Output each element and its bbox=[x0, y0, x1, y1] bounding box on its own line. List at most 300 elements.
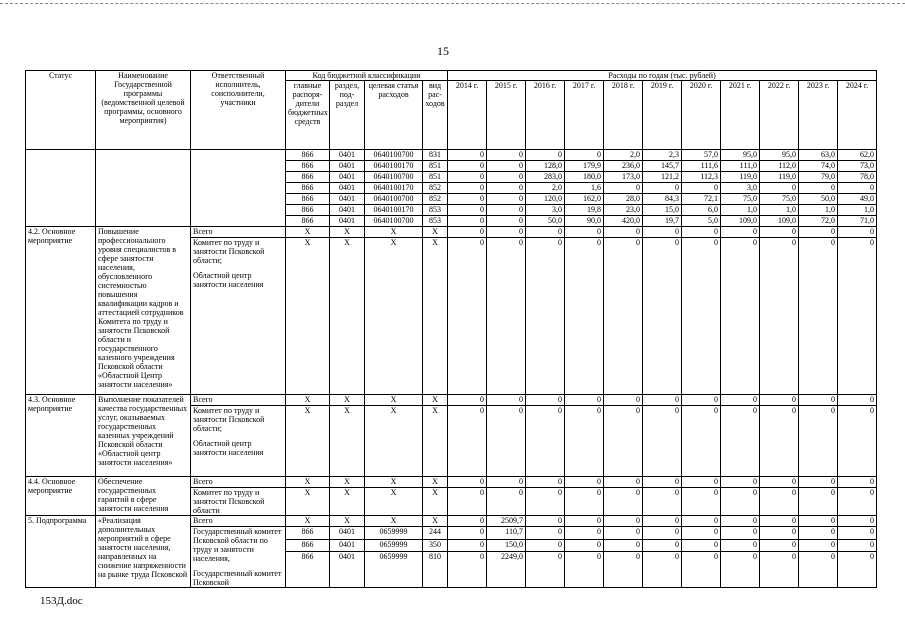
amount-cell: 0 bbox=[448, 395, 487, 406]
page-top-edge bbox=[0, 3, 905, 4]
amount-cell: 0 bbox=[526, 406, 565, 477]
code-cell: 0401 bbox=[330, 150, 365, 161]
code-cell: X bbox=[330, 395, 365, 406]
amount-cell: 0 bbox=[565, 227, 604, 238]
amount-cell: 0 bbox=[448, 205, 487, 216]
amount-cell: 0 bbox=[682, 227, 721, 238]
code-cell: 0640100170 bbox=[365, 183, 423, 194]
amount-cell: 2249,0 bbox=[487, 552, 526, 588]
code-cell: 0640100700 bbox=[365, 194, 423, 205]
amount-cell: 0 bbox=[838, 552, 877, 588]
code-cell: 866 bbox=[286, 194, 330, 205]
executor-text: Комитет по труду и занятости Псковской области; bbox=[193, 406, 265, 433]
executor-text-2: Областной центр занятости населения bbox=[193, 439, 264, 457]
amount-cell: 111,6 bbox=[682, 161, 721, 172]
amount-cell: 0 bbox=[682, 516, 721, 527]
code-cell: 0640100170 bbox=[365, 161, 423, 172]
executor-text: Всего bbox=[193, 227, 213, 236]
amount-cell: 0 bbox=[721, 527, 760, 540]
amount-cell: 0 bbox=[565, 150, 604, 161]
code-cell: 866 bbox=[286, 539, 330, 552]
executor-text-2: Государственный комитет Псковской bbox=[193, 569, 282, 587]
amount-cell: 0 bbox=[487, 406, 526, 477]
code-cell: X bbox=[365, 488, 423, 516]
amount-cell: 236,0 bbox=[604, 161, 643, 172]
code-cell: 0640100700 bbox=[365, 172, 423, 183]
code-cell: 0640100700 bbox=[365, 216, 423, 227]
amount-cell: 0 bbox=[760, 395, 799, 406]
amount-cell: 0 bbox=[838, 488, 877, 516]
amount-cell: 0 bbox=[487, 477, 526, 488]
amount-cell: 1,0 bbox=[721, 205, 760, 216]
page-number: 15 bbox=[437, 44, 449, 58]
amount-cell: 0 bbox=[682, 238, 721, 395]
amount-cell: 0 bbox=[604, 516, 643, 527]
amount-cell: 90,0 bbox=[565, 216, 604, 227]
amount-cell: 0 bbox=[838, 238, 877, 395]
header-executor: Ответственный исполнитель, соисполнители, участники bbox=[191, 71, 286, 150]
amount-cell: 0 bbox=[487, 227, 526, 238]
code-cell: 0659999 bbox=[365, 527, 423, 540]
code-cell: X bbox=[365, 516, 423, 527]
amount-cell: 0 bbox=[526, 477, 565, 488]
amount-cell: 0 bbox=[526, 552, 565, 588]
code-cell: X bbox=[330, 227, 365, 238]
amount-cell: 0 bbox=[526, 488, 565, 516]
amount-cell: 0 bbox=[565, 539, 604, 552]
amount-cell: 0 bbox=[838, 539, 877, 552]
amount-cell: 73,0 bbox=[838, 161, 877, 172]
executor-text: Комитет по труду и занятости Псковской области bbox=[193, 488, 265, 515]
amount-cell: 0 bbox=[838, 406, 877, 477]
amount-cell: 0 bbox=[643, 395, 682, 406]
code-cell: X bbox=[365, 406, 423, 477]
amount-cell: 0 bbox=[604, 406, 643, 477]
amount-cell: 75,0 bbox=[760, 194, 799, 205]
header-budget-code: Код бюджетной классификации bbox=[286, 71, 448, 81]
code-cell: 852 bbox=[423, 183, 448, 194]
amount-cell: 0 bbox=[799, 552, 838, 588]
amount-cell: 0 bbox=[448, 216, 487, 227]
amount-cell: 0 bbox=[721, 238, 760, 395]
code-cell: X bbox=[330, 516, 365, 527]
amount-cell: 0 bbox=[838, 183, 877, 194]
header-status: Статус bbox=[26, 71, 96, 150]
header-year: 2016 г. bbox=[526, 81, 565, 150]
amount-cell: 162,0 bbox=[565, 194, 604, 205]
code-cell: 866 bbox=[286, 205, 330, 216]
amount-cell: 2,3 bbox=[643, 150, 682, 161]
amount-cell: 0 bbox=[565, 406, 604, 477]
amount-cell: 0 bbox=[604, 183, 643, 194]
amount-cell: 78,0 bbox=[838, 172, 877, 183]
amount-cell: 119,0 bbox=[721, 172, 760, 183]
executor-cell bbox=[191, 477, 286, 488]
amount-cell: 0 bbox=[487, 172, 526, 183]
executor-cell bbox=[191, 488, 286, 516]
executor-text: Государственный комитет Псковской области по труду и занятости населения, bbox=[193, 527, 282, 563]
amount-cell: 0 bbox=[760, 527, 799, 540]
amount-cell: 0 bbox=[604, 238, 643, 395]
amount-cell: 75,0 bbox=[721, 194, 760, 205]
code-cell: X bbox=[423, 516, 448, 527]
amount-cell: 0 bbox=[604, 395, 643, 406]
code-cell: X bbox=[423, 488, 448, 516]
amount-cell: 50,0 bbox=[526, 216, 565, 227]
header-year: 2015 г. bbox=[487, 81, 526, 150]
amount-cell: 0 bbox=[799, 488, 838, 516]
code-cell: X bbox=[330, 238, 365, 395]
code-cell: X bbox=[423, 395, 448, 406]
amount-cell: 145,7 bbox=[643, 161, 682, 172]
amount-cell: 0 bbox=[643, 539, 682, 552]
code-cell: X bbox=[423, 227, 448, 238]
amount-cell: 0 bbox=[760, 552, 799, 588]
amount-cell: 0 bbox=[799, 516, 838, 527]
code-cell: 866 bbox=[286, 172, 330, 183]
amount-cell: 0 bbox=[448, 406, 487, 477]
amount-cell: 0 bbox=[526, 150, 565, 161]
code-cell: 866 bbox=[286, 552, 330, 588]
amount-cell: 0 bbox=[487, 216, 526, 227]
amount-cell: 0 bbox=[838, 227, 877, 238]
code-cell: X bbox=[330, 406, 365, 477]
code-cell: X bbox=[365, 238, 423, 395]
header-code-article: целевая статья расходов bbox=[365, 81, 423, 150]
code-cell: X bbox=[423, 238, 448, 395]
amount-cell: 0 bbox=[487, 488, 526, 516]
amount-cell: 283,0 bbox=[526, 172, 565, 183]
amount-cell: 121,2 bbox=[643, 172, 682, 183]
amount-cell: 1,0 bbox=[838, 205, 877, 216]
amount-cell: 0 bbox=[565, 516, 604, 527]
amount-cell: 0 bbox=[799, 395, 838, 406]
amount-cell: 0 bbox=[526, 539, 565, 552]
amount-cell: 15,0 bbox=[643, 205, 682, 216]
code-cell: 853 bbox=[423, 205, 448, 216]
executor-cell bbox=[191, 406, 286, 477]
amount-cell: 0 bbox=[526, 238, 565, 395]
amount-cell: 0 bbox=[838, 395, 877, 406]
amount-cell: 62,0 bbox=[838, 150, 877, 161]
code-cell: X bbox=[286, 488, 330, 516]
continuation-name-cell bbox=[96, 150, 191, 227]
amount-cell: 0 bbox=[526, 395, 565, 406]
amount-cell: 109,0 bbox=[760, 216, 799, 227]
code-cell: 0401 bbox=[330, 194, 365, 205]
code-cell: X bbox=[286, 406, 330, 477]
amount-cell: 0 bbox=[760, 539, 799, 552]
amount-cell: 0 bbox=[565, 488, 604, 516]
amount-cell: 2,0 bbox=[604, 150, 643, 161]
executor-text: Комитет по труду и занятости Псковской области; bbox=[193, 238, 265, 265]
amount-cell: 0 bbox=[643, 406, 682, 477]
amount-cell: 2509,7 bbox=[487, 516, 526, 527]
amount-cell: 5,0 bbox=[682, 216, 721, 227]
amount-cell: 0 bbox=[448, 477, 487, 488]
code-cell: X bbox=[330, 488, 365, 516]
code-cell: 866 bbox=[286, 527, 330, 540]
code-cell: X bbox=[365, 477, 423, 488]
code-cell: 810 bbox=[423, 552, 448, 588]
amount-cell: 0 bbox=[682, 406, 721, 477]
amount-cell: 111,0 bbox=[721, 161, 760, 172]
amount-cell: 0 bbox=[604, 539, 643, 552]
code-cell: 350 bbox=[423, 539, 448, 552]
amount-cell: 0 bbox=[643, 477, 682, 488]
amount-cell: 0 bbox=[799, 477, 838, 488]
amount-cell: 0 bbox=[448, 150, 487, 161]
amount-cell: 0 bbox=[448, 227, 487, 238]
amount-cell: 0 bbox=[448, 527, 487, 540]
code-cell: 0640100170 bbox=[365, 205, 423, 216]
amount-cell: 0 bbox=[565, 552, 604, 588]
amount-cell: 0 bbox=[643, 227, 682, 238]
code-cell: X bbox=[286, 516, 330, 527]
code-cell: 0659999 bbox=[365, 539, 423, 552]
amount-cell: 0 bbox=[682, 183, 721, 194]
amount-cell: 84,3 bbox=[643, 194, 682, 205]
amount-cell: 110,7 bbox=[487, 527, 526, 540]
header-code-grbs: главные распоря-дители бюджетных средств bbox=[286, 81, 330, 150]
executor-cell bbox=[191, 238, 286, 395]
amount-cell: 112,3 bbox=[682, 172, 721, 183]
amount-cell: 0 bbox=[682, 527, 721, 540]
amount-cell: 0 bbox=[448, 172, 487, 183]
amount-cell: 0 bbox=[760, 488, 799, 516]
amount-cell: 0 bbox=[682, 488, 721, 516]
table-row bbox=[26, 395, 877, 406]
executor-text-2: Областной центр занятости населения bbox=[193, 271, 264, 289]
amount-cell: 0 bbox=[448, 516, 487, 527]
code-cell: 866 bbox=[286, 161, 330, 172]
amount-cell: 0 bbox=[487, 395, 526, 406]
amount-cell: 0 bbox=[604, 488, 643, 516]
amount-cell: 0 bbox=[760, 477, 799, 488]
code-cell: 0401 bbox=[330, 172, 365, 183]
amount-cell: 0 bbox=[682, 395, 721, 406]
code-cell: 866 bbox=[286, 183, 330, 194]
amount-cell: 0 bbox=[760, 238, 799, 395]
amount-cell: 0 bbox=[487, 205, 526, 216]
code-cell: 851 bbox=[423, 161, 448, 172]
amount-cell: 6,0 bbox=[682, 205, 721, 216]
code-cell: X bbox=[423, 477, 448, 488]
amount-cell: 0 bbox=[487, 183, 526, 194]
code-cell: 0401 bbox=[330, 183, 365, 194]
amount-cell: 0 bbox=[799, 227, 838, 238]
amount-cell: 79,0 bbox=[799, 172, 838, 183]
amount-cell: 0 bbox=[643, 527, 682, 540]
subprogram-name: «Реализация дополнительных мероприятий в сфере занятости населения, направленных на снижение напряженности на рынке труда Псковской bbox=[96, 516, 191, 588]
code-cell: 0640100700 bbox=[365, 150, 423, 161]
amount-cell: 95,0 bbox=[721, 150, 760, 161]
executor-text: Всего bbox=[193, 395, 213, 404]
amount-cell: 0 bbox=[643, 183, 682, 194]
executor-cell bbox=[191, 527, 286, 588]
amount-cell: 0 bbox=[721, 395, 760, 406]
amount-cell: 0 bbox=[604, 552, 643, 588]
table-row bbox=[26, 516, 877, 527]
amount-cell: 0 bbox=[721, 227, 760, 238]
amount-cell: 0 bbox=[838, 477, 877, 488]
executor-cell bbox=[191, 395, 286, 406]
amount-cell: 0 bbox=[448, 161, 487, 172]
amount-cell: 57,0 bbox=[682, 150, 721, 161]
code-cell: 831 bbox=[423, 150, 448, 161]
header-year: 2014 г. bbox=[448, 81, 487, 150]
code-cell: 0659999 bbox=[365, 552, 423, 588]
amount-cell: 128,0 bbox=[526, 161, 565, 172]
amount-cell: 1,0 bbox=[760, 205, 799, 216]
code-cell: 0401 bbox=[330, 552, 365, 588]
amount-cell: 0 bbox=[682, 539, 721, 552]
amount-cell: 49,0 bbox=[838, 194, 877, 205]
header-name: Наименование Государственной программы (ведомственной целевой программы, основного мероприятия) bbox=[96, 71, 191, 150]
code-cell: 866 bbox=[286, 216, 330, 227]
amount-cell: 1,6 bbox=[565, 183, 604, 194]
code-cell: 244 bbox=[423, 527, 448, 540]
amount-cell: 0 bbox=[682, 477, 721, 488]
code-cell: X bbox=[286, 238, 330, 395]
amount-cell: 112,0 bbox=[760, 161, 799, 172]
header-year: 2019 г. bbox=[643, 81, 682, 150]
amount-cell: 0 bbox=[799, 539, 838, 552]
amount-cell: 0 bbox=[448, 539, 487, 552]
subprogram-status: 5. Подпрограмма bbox=[26, 516, 96, 588]
code-cell: X bbox=[423, 406, 448, 477]
section-status: 4.2. Основное мероприятие bbox=[26, 227, 96, 395]
amount-cell: 179,9 bbox=[565, 161, 604, 172]
table-row bbox=[26, 477, 877, 488]
amount-cell: 63,0 bbox=[799, 150, 838, 161]
amount-cell: 0 bbox=[799, 238, 838, 395]
amount-cell: 0 bbox=[721, 539, 760, 552]
amount-cell: 0 bbox=[448, 552, 487, 588]
amount-cell: 0 bbox=[565, 395, 604, 406]
amount-cell: 0 bbox=[799, 406, 838, 477]
amount-cell: 0 bbox=[799, 183, 838, 194]
code-cell: 0401 bbox=[330, 539, 365, 552]
code-cell: X bbox=[286, 477, 330, 488]
amount-cell: 0 bbox=[604, 477, 643, 488]
amount-cell: 0 bbox=[643, 238, 682, 395]
amount-cell: 0 bbox=[487, 161, 526, 172]
amount-cell: 0 bbox=[799, 527, 838, 540]
amount-cell: 0 bbox=[760, 183, 799, 194]
amount-cell: 0 bbox=[721, 516, 760, 527]
amount-cell: 0 bbox=[448, 194, 487, 205]
amount-cell: 19,7 bbox=[643, 216, 682, 227]
amount-cell: 0 bbox=[565, 477, 604, 488]
amount-cell: 0 bbox=[448, 488, 487, 516]
code-cell: X bbox=[330, 477, 365, 488]
amount-cell: 3,0 bbox=[721, 183, 760, 194]
header-expenses: Расходы по годам (тыс. рублей) bbox=[448, 71, 877, 81]
amount-cell: 150,0 bbox=[487, 539, 526, 552]
amount-cell: 119,0 bbox=[760, 172, 799, 183]
amount-cell: 3,0 bbox=[526, 205, 565, 216]
amount-cell: 0 bbox=[565, 238, 604, 395]
continuation-executor-cell bbox=[191, 150, 286, 227]
amount-cell: 0 bbox=[760, 516, 799, 527]
header-year: 2017 г. bbox=[565, 81, 604, 150]
amount-cell: 0 bbox=[604, 227, 643, 238]
amount-cell: 72,1 bbox=[682, 194, 721, 205]
amount-cell: 180,0 bbox=[565, 172, 604, 183]
continuation-status-cell bbox=[26, 150, 96, 227]
code-cell: X bbox=[286, 395, 330, 406]
amount-cell: 0 bbox=[487, 150, 526, 161]
section-name: Выполнение показателей качества государственных услуг, оказываемых государственных казенных учреждений Псковской области «Областной центр занятости населения» bbox=[96, 395, 191, 477]
header-year: 2020 г. bbox=[682, 81, 721, 150]
amount-cell: 72,0 bbox=[799, 216, 838, 227]
amount-cell: 0 bbox=[760, 227, 799, 238]
amount-cell: 0 bbox=[604, 527, 643, 540]
amount-cell: 0 bbox=[721, 477, 760, 488]
amount-cell: 120,0 bbox=[526, 194, 565, 205]
code-cell: X bbox=[365, 227, 423, 238]
header-code-section: раздел, под-раздел bbox=[330, 81, 365, 150]
code-cell: 0401 bbox=[330, 216, 365, 227]
table-row bbox=[26, 227, 877, 238]
code-cell: 852 bbox=[423, 194, 448, 205]
header-year: 2024 г. bbox=[838, 81, 877, 150]
code-cell: X bbox=[365, 395, 423, 406]
executor-total: Всего bbox=[191, 516, 286, 527]
amount-cell: 0 bbox=[721, 406, 760, 477]
section-name: Повышение профессионального уровня специалистов в сфере занятости населения, обусловленного системностью повышения квалификации кадров и аттестацией сотрудников Комитета по труду и занятости Псковской области и государственного казенного учреждения Псковской области «Областной Центр занятости населения» bbox=[96, 227, 191, 395]
amount-cell: 50,0 bbox=[799, 194, 838, 205]
section-status: 4.3. Основное мероприятие bbox=[26, 395, 96, 477]
amount-cell: 2,0 bbox=[526, 183, 565, 194]
amount-cell: 0 bbox=[448, 238, 487, 395]
amount-cell: 0 bbox=[526, 527, 565, 540]
header-row-1 bbox=[26, 71, 877, 81]
amount-cell: 173,0 bbox=[604, 172, 643, 183]
code-cell: 853 bbox=[423, 216, 448, 227]
amount-cell: 0 bbox=[721, 488, 760, 516]
amount-cell: 28,0 bbox=[604, 194, 643, 205]
code-cell: 851 bbox=[423, 172, 448, 183]
amount-cell: 0 bbox=[526, 227, 565, 238]
amount-cell: 0 bbox=[526, 516, 565, 527]
amount-cell: 0 bbox=[838, 516, 877, 527]
amount-cell: 109,0 bbox=[721, 216, 760, 227]
code-cell: 0401 bbox=[330, 527, 365, 540]
header-year: 2023 г. bbox=[799, 81, 838, 150]
amount-cell: 0 bbox=[643, 516, 682, 527]
section-status: 4.4. Основное мероприятие bbox=[26, 477, 96, 516]
amount-cell: 0 bbox=[838, 527, 877, 540]
amount-cell: 0 bbox=[721, 552, 760, 588]
code-cell: 0401 bbox=[330, 161, 365, 172]
header-year: 2018 г. bbox=[604, 81, 643, 150]
code-cell: 866 bbox=[286, 150, 330, 161]
amount-cell: 0 bbox=[487, 238, 526, 395]
budget-table bbox=[25, 70, 877, 588]
amount-cell: 0 bbox=[565, 527, 604, 540]
header-year: 2021 г. bbox=[721, 81, 760, 150]
code-cell: X bbox=[286, 227, 330, 238]
amount-cell: 0 bbox=[643, 488, 682, 516]
amount-cell: 74,0 bbox=[799, 161, 838, 172]
executor-cell bbox=[191, 227, 286, 238]
amount-cell: 23,0 bbox=[604, 205, 643, 216]
executor-text: Всего bbox=[193, 477, 213, 486]
code-cell: 0401 bbox=[330, 205, 365, 216]
table-row bbox=[26, 150, 877, 161]
